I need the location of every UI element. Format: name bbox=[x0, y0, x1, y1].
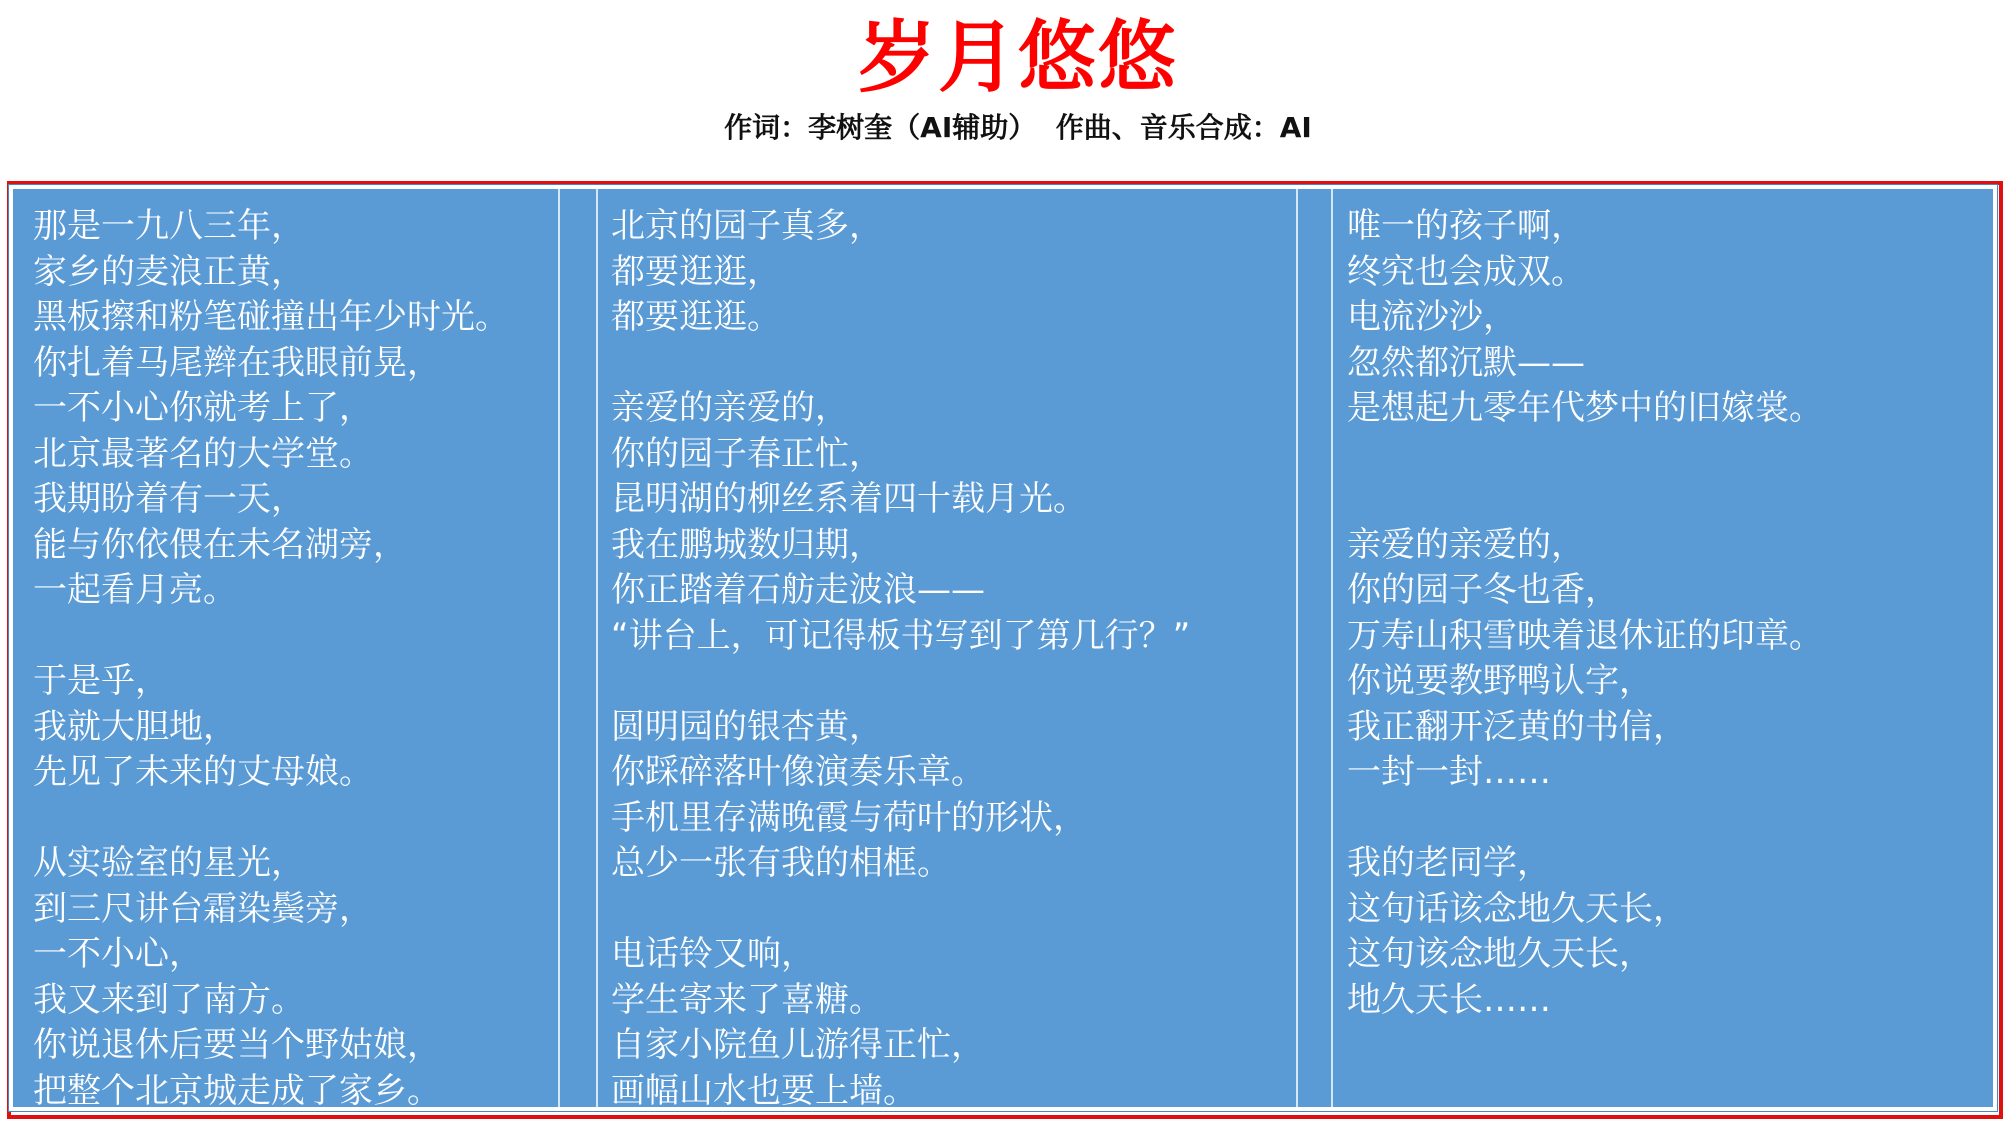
lyric-line: 北京的园子真多， bbox=[611, 206, 883, 246]
lyric-line: 学生寄来了喜糖。 bbox=[611, 979, 883, 1020]
lyric-line: 一起看月亮。 bbox=[33, 570, 237, 610]
lyric-line: 我在鹏城数归期， bbox=[611, 524, 883, 565]
lyric-line: 家乡的麦浪正黄， bbox=[33, 251, 305, 292]
lyric-line: 那是一九八三年， bbox=[33, 206, 305, 246]
stanza-break bbox=[611, 887, 1190, 933]
lyric-line: 你说要教野鸭认字， bbox=[1347, 661, 1653, 701]
lyric-line: 亲爱的亲爱的， bbox=[1347, 524, 1585, 565]
lyric-line: 你的园子冬也香， bbox=[1347, 570, 1619, 610]
lyric-line: 先见了未来的丈母娘。 bbox=[33, 752, 373, 792]
lyrics-column-3 bbox=[1347, 204, 1823, 1023]
lyric-line: 到三尺讲台霜染鬓旁， bbox=[33, 888, 373, 929]
lyric-line: 万寿山积雪映着退休证的印章。 bbox=[1347, 615, 1823, 656]
lyric-line: 这句话该念地久天长， bbox=[1347, 888, 1687, 929]
lyric-line: 唯一的孩子啊， bbox=[1347, 206, 1585, 246]
lyric-line: 电话铃又响， bbox=[611, 934, 815, 974]
lyrics-panel bbox=[9, 185, 1997, 1111]
lyrics-column-2 bbox=[611, 204, 1190, 1114]
lyric-line: 电流沙沙， bbox=[1347, 297, 1517, 337]
stanza-break bbox=[33, 796, 509, 842]
stanza-break bbox=[1347, 796, 1823, 842]
lyric-line: 于是乎， bbox=[33, 661, 169, 701]
stanza-break bbox=[611, 341, 1190, 387]
lyric-line: 这句该念地久天长， bbox=[1347, 934, 1653, 974]
lyric-line: 我正翻开泛黄的书信， bbox=[1347, 706, 1687, 747]
lyric-line: 把整个北京城走成了家乡。 bbox=[33, 1070, 441, 1111]
lyric-line: 你正踏着石舫走波浪—— bbox=[611, 570, 985, 610]
lyric-line: 你的园子春正忙， bbox=[611, 433, 883, 474]
stanza-break bbox=[33, 614, 509, 660]
column-divider bbox=[1331, 189, 1333, 1107]
lyric-line: 圆明园的银杏黄， bbox=[611, 706, 883, 747]
lyric-line: 亲爱的亲爱的， bbox=[611, 388, 849, 428]
song-title: 岁月悠悠 bbox=[857, 13, 1178, 103]
song-credits: 作词：李树奎（AI辅助） 作曲、音乐合成：AI bbox=[724, 111, 1312, 144]
lyric-line: 都要逛逛。 bbox=[611, 297, 781, 337]
lyric-line: 总少一张有我的相框。 bbox=[611, 843, 951, 883]
lyric-line: 终究也会成双。 bbox=[1347, 251, 1585, 292]
lyric-line: 从实验室的星光， bbox=[33, 843, 305, 883]
stanza-break bbox=[1347, 432, 1823, 478]
lyric-line: 是想起九零年代梦中的旧嫁裳。 bbox=[1347, 388, 1823, 428]
column-divider bbox=[558, 189, 560, 1107]
lyric-line: 能与你依偎在未名湖旁， bbox=[33, 524, 407, 565]
stanza-break bbox=[611, 659, 1190, 705]
lyric-line: 我的老同学， bbox=[1347, 843, 1551, 883]
column-divider bbox=[1296, 189, 1298, 1107]
lyric-line: 画幅山水也要上墙。 bbox=[611, 1070, 917, 1111]
stanza-break bbox=[1347, 477, 1823, 523]
lyric-line: 一封一封…… bbox=[1347, 752, 1551, 792]
lyric-line: 你说退休后要当个野姑娘， bbox=[33, 1025, 441, 1065]
lyric-line: 都要逛逛， bbox=[611, 251, 781, 292]
lyric-line: 黑板擦和粉笔碰撞出年少时光。 bbox=[33, 297, 509, 337]
lyric-line: 一不小心， bbox=[33, 934, 203, 974]
lyric-line: 一不小心你就考上了， bbox=[33, 388, 373, 428]
column-divider bbox=[596, 189, 598, 1107]
lyrics-column-1 bbox=[33, 204, 509, 1114]
lyric-line: 昆明湖的柳丝系着四十载月光。 bbox=[611, 479, 1087, 519]
lyric-line: 北京最著名的大学堂。 bbox=[33, 433, 373, 474]
lyric-line: 你踩碎落叶像演奏乐章。 bbox=[611, 752, 985, 792]
lyric-line: “讲台上，可记得板书写到了第几行？” bbox=[611, 615, 1191, 656]
lyric-line: 你扎着马尾辫在我眼前晃， bbox=[33, 342, 441, 383]
lyric-line: 地久天长…… bbox=[1347, 979, 1551, 1020]
lyric-line: 自家小院鱼儿游得正忙， bbox=[611, 1025, 985, 1065]
lyric-line: 忽然都沉默—— bbox=[1347, 342, 1585, 383]
lyric-line: 手机里存满晚霞与荷叶的形状， bbox=[611, 797, 1087, 838]
lyric-line: 我就大胆地， bbox=[33, 706, 237, 747]
lyric-line: 我期盼着有一天， bbox=[33, 479, 305, 519]
lyric-line: 我又来到了南方。 bbox=[33, 979, 305, 1020]
